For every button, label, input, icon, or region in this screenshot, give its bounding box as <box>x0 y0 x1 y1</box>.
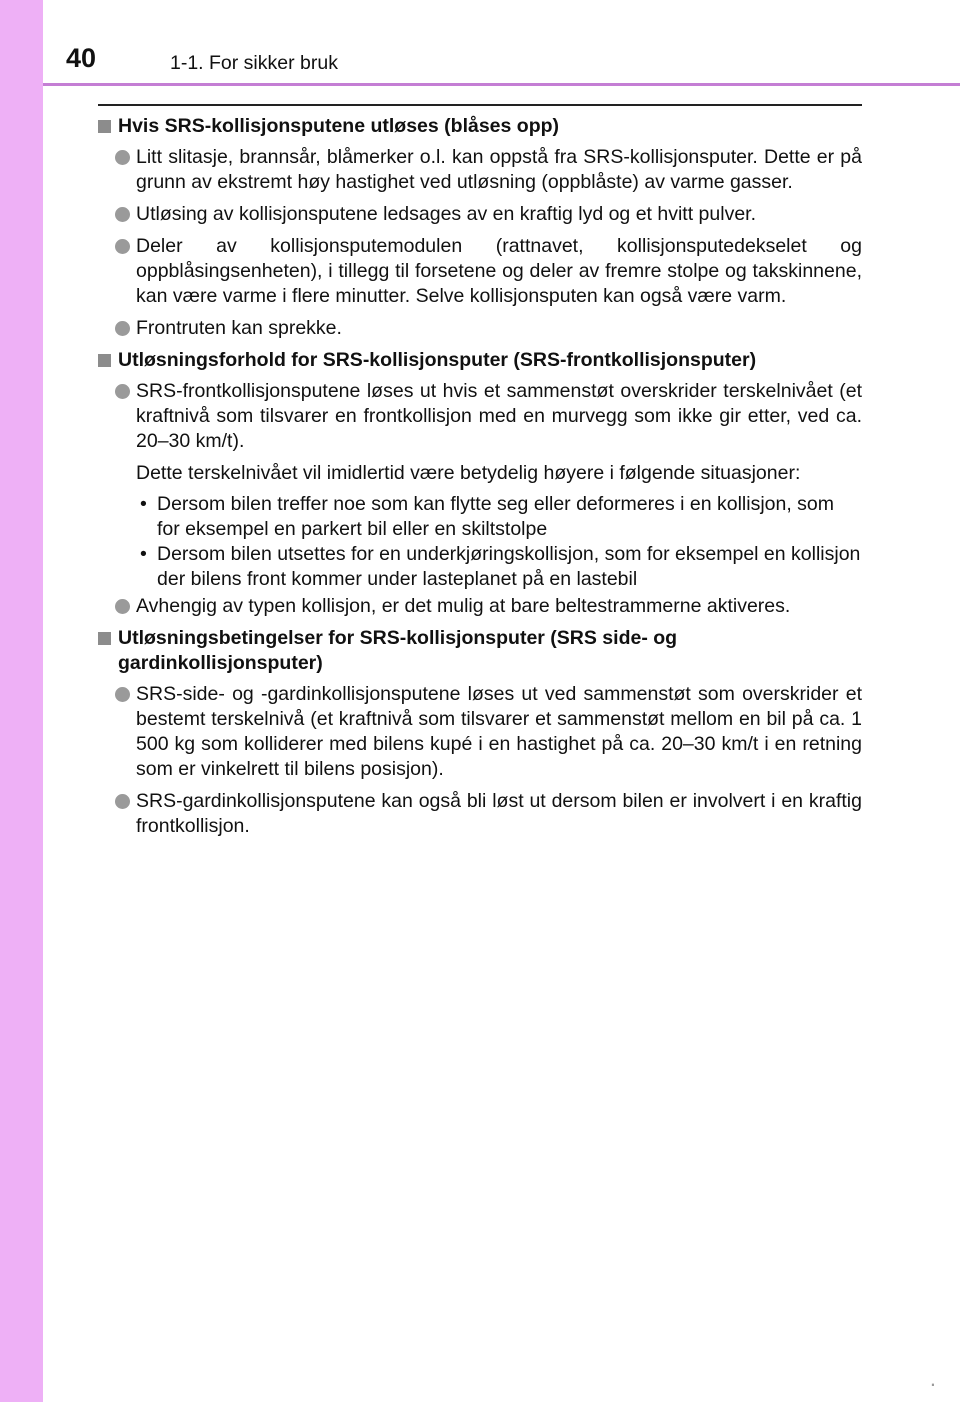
section-heading: Utløsningsforhold for SRS-kollisjonsputer (SRS-frontkollisjonsputer) <box>98 348 862 373</box>
page-content <box>98 114 862 846</box>
note-paragraph: Dette terskelnivået vil imidlertid være betydelig høyere i følgende situasjoner: <box>136 462 801 484</box>
bullet-item: SRS-gardinkollisjonsputene kan også bli løst ut dersom bilen er involvert i en kraftig frontkollisjon. <box>98 789 862 839</box>
section-heading: Hvis SRS-kollisjonsputene utløses (blåses opp) <box>98 114 862 139</box>
circle-bullet-icon <box>115 321 130 336</box>
circle-bullet-icon <box>115 384 130 399</box>
bullet-item: SRS-frontkollisjonsputene løses ut hvis et sammenstøt overskrider terskelnivået (et kraftnivå som tilsvarer en frontkollisjon med en murvegg som ikke gir etter, ved ca. 20–30 km/t). <box>98 379 862 454</box>
dot-marker: • <box>140 493 147 515</box>
running-head: 1-1. For sikker bruk <box>170 52 338 74</box>
bullet-item: Litt slitasje, brannsår, blåmerker o.l. kan oppstå fra SRS-kollisjonsputer. Dette er på grunn av ekstremt høy hastighet ved utløsning (oppblåste) av varme gasser. <box>98 145 862 195</box>
footer-mark: . <box>929 1366 936 1391</box>
circle-bullet-icon <box>115 794 130 809</box>
section-rule <box>98 104 862 106</box>
circle-bullet-icon <box>115 687 130 702</box>
bullet-item: Utløsing av kollisjonsputene ledsages av en kraftig lyd og et hvitt pulver. <box>98 202 862 227</box>
section-heading: Utløsningsbetingelser for SRS-kollisjonsputer (SRS side- og gardinkollisjonsputer) <box>98 626 862 676</box>
circle-bullet-icon <box>115 207 130 222</box>
sub-list-item: • Dersom bilen utsettes for en underkjøringskollisjon, som for eksempel en kollisjon der bilens front kommer under lasteplanet på en lastebil <box>140 543 861 590</box>
circle-bullet-icon <box>115 150 130 165</box>
page-number: 40 <box>66 43 97 73</box>
header-divider <box>43 83 960 86</box>
side-color-stripe <box>0 0 43 1402</box>
bullet-item: Frontruten kan sprekke. <box>98 316 862 341</box>
circle-bullet-icon <box>115 239 130 254</box>
square-bullet-icon <box>98 354 111 367</box>
square-bullet-icon <box>98 120 111 133</box>
square-bullet-icon <box>98 632 111 645</box>
bullet-item: SRS-side- og -gardinkollisjonsputene løses ut ved sammenstøt som overskrider et bestemt terskelnivå (et kraftnivå som tilsvarer et sammenstøt mellom en bil på ca. 1 500 kg som kolliderer med bilens kupé i en hastighet på ca. 20–30 km/t i en retning som er vinkelrett til bilens posisjon). <box>98 682 862 782</box>
circle-bullet-icon <box>115 599 130 614</box>
bullet-item: Avhengig av typen kollisjon, er det mulig at bare beltestrammerne aktiveres. <box>98 594 862 619</box>
bullet-item: Deler av kollisjonsputemodulen (rattnavet, kollisjonsputedekselet og oppblåsingsenheten), i tillegg til forsetene og deler av fremre stolpe og takskinnene, kan være varme i flere minutter. Selve kollisjonsputen kan også være varm. <box>98 234 862 309</box>
dot-marker: • <box>140 543 147 565</box>
sub-list-item: • Dersom bilen treffer noe som kan flytte seg eller deformeres i en kollisjon, som for eksempel en parkert bil eller en skiltstolpe <box>140 493 835 540</box>
